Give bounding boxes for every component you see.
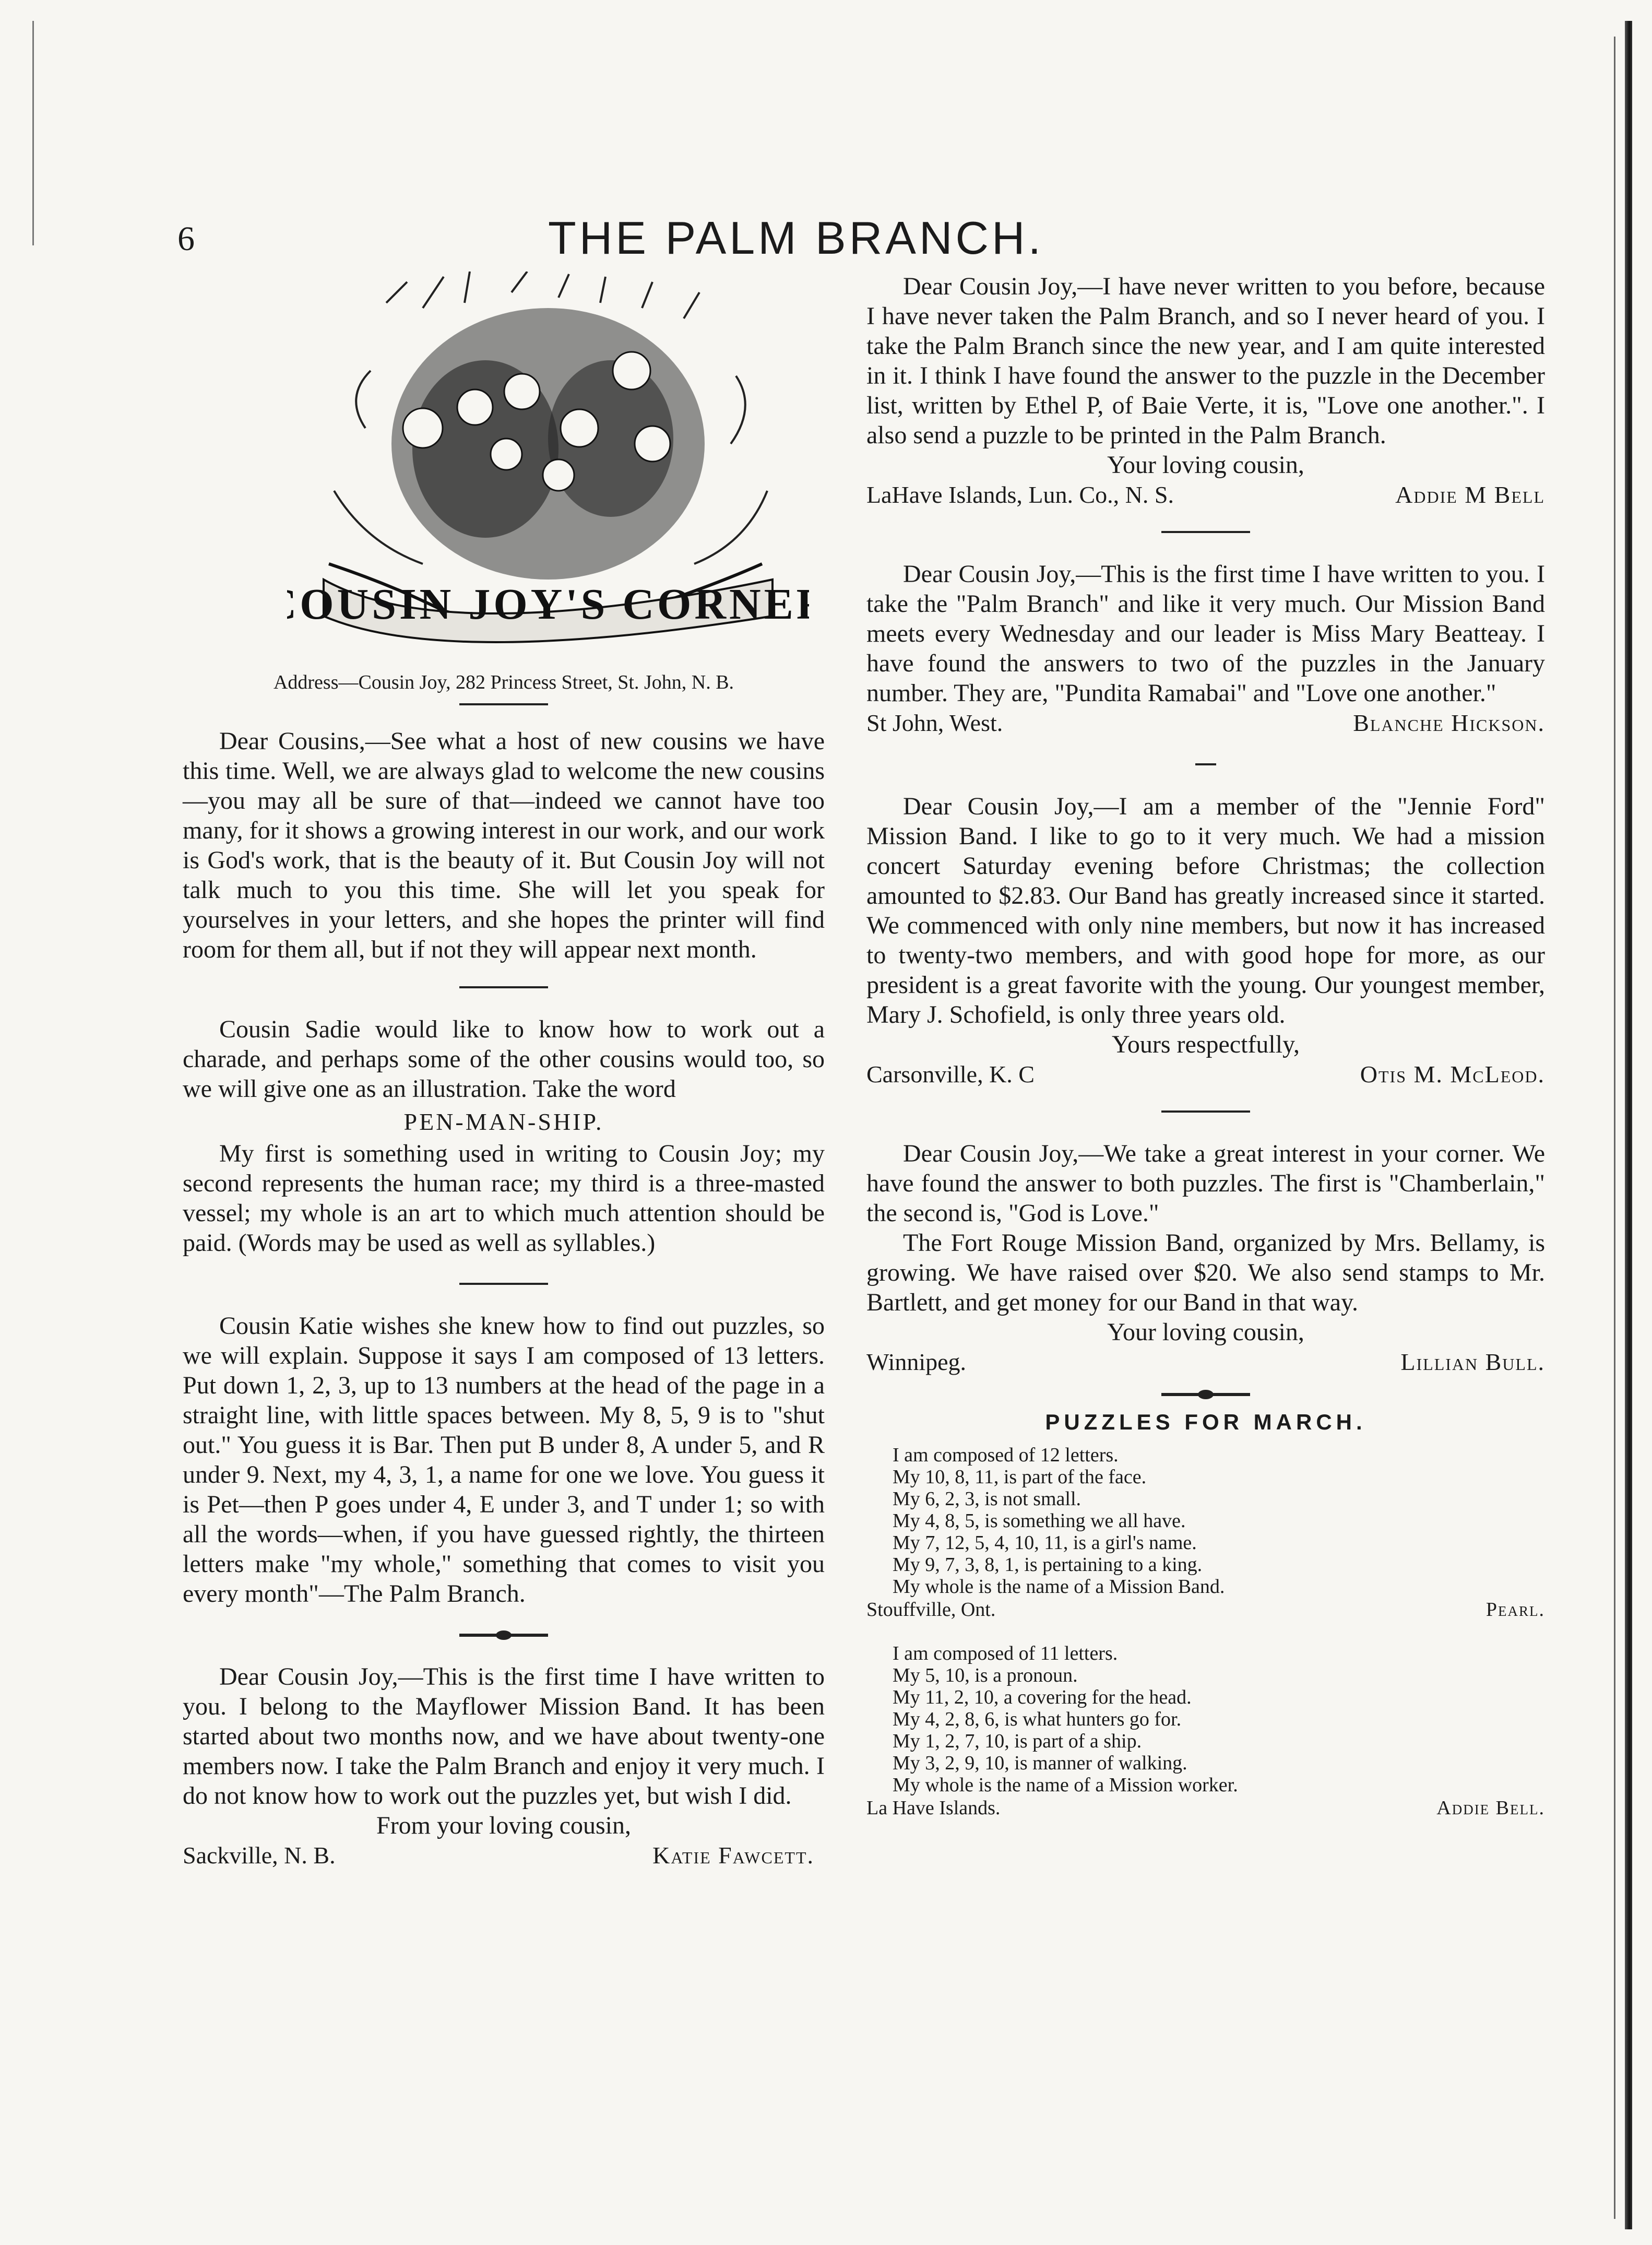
puzzle-line: My 10, 8, 11, is part of the face. <box>893 1466 1147 1488</box>
puzzle-signature <box>866 1598 1545 1622</box>
letter-signature <box>866 1059 1545 1090</box>
katie-letter: Dear Cousin Joy,—This is the first time I have written to you. I belong to the Mayflower Mission Band. It has been started about two months now, and we have about twenty-one members now. I take the Palm Branch and enjoy it very much. I do not know how to work out the puzzles yet, but wish I did. <box>183 1663 825 1810</box>
divider <box>459 986 548 988</box>
cousin-joy-illustration <box>287 271 809 666</box>
signature-place: Carsonville, K. C <box>866 1061 1035 1088</box>
charade-paragraph: My first is something used in writing to Cousin Joy; my second represents the human race; my third is a three-masted vessel; my whole is an art to which much attention should be paid. (Words may be used as well as syllables.) <box>183 1140 825 1257</box>
puzzle-one <box>866 1444 1545 1622</box>
divider <box>459 703 548 705</box>
left-column <box>183 271 825 1871</box>
puzzle-line: I am composed of 12 letters. <box>893 1444 1119 1466</box>
intro-paragraph: Dear Cousins,—See what a host of new cousins we have this time. Well, we are always glad to welcome the new cousins—you may all be sure of that—indeed we cannot have too many, for it shows a growing interest in our work, and our work is God's work, that is the beauty of it. But Cousin Joy will not talk much to you this time. She will let you speak for yourselves in your letters, and she hopes the printer will find room for them all, but if not they will appear next month. <box>183 727 825 963</box>
signature-place: Stouffville, Ont. <box>866 1599 996 1621</box>
letter-signature <box>866 1347 1545 1377</box>
puzzle-line: My 7, 12, 5, 4, 10, 11, is a girl's name. <box>893 1532 1197 1554</box>
illustration-engraving <box>287 271 809 663</box>
puzzle-line: My 4, 2, 8, 6, is what hunters go for. <box>893 1708 1182 1730</box>
lillian-letter: Dear Cousin Joy,—We take a great interest in your corner. We have found the answer to both puzzles. The first is "Chamberlain," the second is, "God is Love." <box>866 1140 1545 1227</box>
signature-name: Lillian Bull. <box>1400 1349 1545 1375</box>
signature-name: Addie M Bell <box>1395 481 1545 508</box>
letter-signature <box>866 480 1545 510</box>
signature-place: Sackville, N. B. <box>183 1842 336 1869</box>
signature-place: La Have Islands. <box>866 1797 1001 1819</box>
puzzle-line: My 6, 2, 3, is not small. <box>893 1488 1081 1510</box>
divider <box>1161 531 1250 533</box>
signature-name: Blanche Hickson. <box>1353 710 1545 736</box>
signature-name: Pearl. <box>1485 1599 1545 1621</box>
puzzles-heading: PUZZLES FOR MARCH. <box>1045 1410 1366 1434</box>
divider <box>459 1283 548 1285</box>
margin-line <box>32 21 34 245</box>
katie-explanation: Cousin Katie wishes she knew how to find out puzzles, so we will explain. Suppose it says I am composed of 13 letters. Put down 1, 2, 3, up to 13 numbers at the head of the page in a straight line, with little spaces between. My 8, 5, 9 is to "shut out." You guess it is Bar. Then put B under 8, A under 5, and R under 9. Next, my 4, 3, 1, a name for one we love. You guess it is Pet—then P goes under 4, E under 3, and T under 1; so with all the words—when, if you have guessed rightly, the thirteen letters make "my whole," something that comes to visit you every month"—The Palm Branch. <box>183 1312 825 1608</box>
page-edge <box>1625 21 1632 2229</box>
masthead-title: THE PALM BRANCH. <box>548 212 1044 264</box>
right-column <box>866 271 1545 1820</box>
divider <box>1161 1110 1250 1113</box>
puzzle-two <box>866 1643 1545 1820</box>
signature-name: Katie Fawcett. <box>652 1842 814 1869</box>
puzzle-line: I am composed of 11 letters. <box>893 1643 1118 1664</box>
puzzle-line: My whole is the name of a Mission Band. <box>893 1576 1225 1598</box>
puzzle-line: My 11, 2, 10, a covering for the head. <box>893 1686 1192 1708</box>
puzzle-line: My 4, 8, 5, is something we all have. <box>893 1510 1186 1532</box>
signature-place: Winnipeg. <box>866 1349 967 1375</box>
puzzle-line: My 5, 10, is a pronoun. <box>893 1664 1078 1686</box>
letter-signature <box>866 708 1545 738</box>
page-number: 6 <box>177 220 195 258</box>
page-edge-line <box>1614 37 1615 2219</box>
puzzle-line: My whole is the name of a Mission worker. <box>893 1774 1238 1796</box>
addie-letter: Dear Cousin Joy,—I have never written to you before, because I have never taken the Palm Branch, and so I never heard of you. I take the Palm Branch since the new year, and I am quite interested in it. I think I have found the answer to the puzzle in the December list, written by Ethel P, of Baie Verte, it is, "Love one another.". I also send a puzzle to be printed in the Palm Branch. <box>866 273 1545 449</box>
signature-place: St John, West. <box>866 710 1003 736</box>
lillian-letter-continued: The Fort Rouge Mission Band, organized by Mrs. Bellamy, is growing. We have raised over $20. We also send stamps to Mr. Bartlett, and get money for our Band in that way. <box>866 1229 1545 1316</box>
letter-closing: From your loving cousin, <box>376 1812 631 1839</box>
puzzle-signature <box>866 1796 1545 1820</box>
letter-signature <box>183 1840 825 1871</box>
signature-name: Addie Bell. <box>1436 1797 1545 1819</box>
puzzle-line: My 9, 7, 3, 8, 1, is pertaining to a king. <box>893 1554 1203 1576</box>
letter-closing: Your loving cousin, <box>1107 1318 1304 1346</box>
letter-closing: Yours respectfully, <box>1112 1031 1300 1058</box>
ornament-divider <box>1161 1393 1250 1396</box>
divider <box>1195 763 1216 765</box>
sadie-paragraph: Cousin Sadie would like to know how to work out a charade, and perhaps some of the other cousins would too, so we will give one as an illustration. Take the word <box>183 1015 825 1103</box>
puzzle-line: My 1, 2, 7, 10, is part of a ship. <box>893 1730 1142 1752</box>
ornament-divider <box>459 1634 548 1637</box>
signature-place: LaHave Islands, Lun. Co., N. S. <box>866 481 1174 508</box>
illustration-caption: Address—Cousin Joy, 282 Princess Street, St. John, N. B. <box>273 671 734 693</box>
blanche-letter: Dear Cousin Joy,—This is the first time I have written to you. I take the "Palm Branch" and like it very much. Our Mission Band meets every Wednesday and our leader is Miss Mary Beatteay. I have found the answers to two of the puzzles in the January number. They are, "Pundita Ramabai" and "Love one another." <box>866 560 1545 707</box>
banner-text: COUSIN JOY'S CORNER <box>287 580 809 629</box>
signature-name: Otis M. McLeod. <box>1360 1061 1545 1088</box>
puzzle-line: My 3, 2, 9, 10, is manner of walking. <box>893 1752 1187 1774</box>
charade-title: PEN-MAN-SHIP. <box>403 1108 604 1135</box>
otis-letter: Dear Cousin Joy,—I am a member of the "Jennie Ford" Mission Band. I like to go to it very much. We had a mission concert Saturday evening before Christmas; the collection amounted to $2.83. Our Band has greatly increased since it started. We commenced with only nine members, but now it has increased to twenty-two members, and with good hope for more, as our president is a great favorite with the young. Our youngest member, Mary J. Schofield, is only three years old. <box>866 793 1545 1029</box>
letter-closing: Your loving cousin, <box>1107 451 1304 479</box>
